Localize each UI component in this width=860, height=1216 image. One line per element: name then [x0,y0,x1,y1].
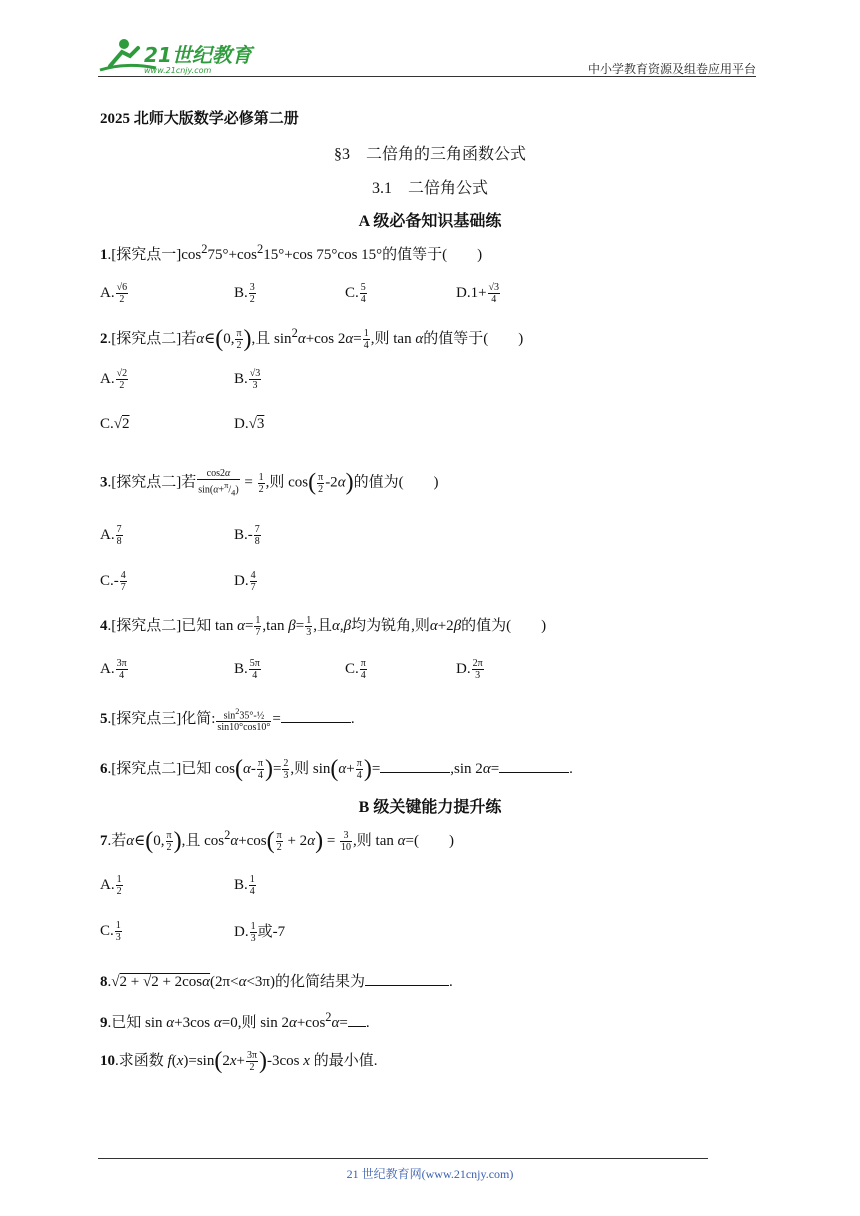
question-10: 10.求函数 f(x)=sin(2x+ $\frac{3\pi}{2}$ )-3cos x 的最小值. [100,1048,378,1074]
options-3ab [100,522,500,552]
options-1 [100,278,700,308]
level-a-heading: A 级必备知识基础练 [358,213,502,230]
option-3c[interactable]: C.- $\frac{4}{7}$ [100,570,126,593]
answer-blank-9[interactable] [348,1012,366,1027]
question-6: 6.[探究点二]已知 cos(α- $\frac{\pi}{4}$ )= $\frac{2}{3}$ ,则 sin(α+ $\frac{\pi}{4}$ )= ,sin 2α= . [100,756,573,782]
option-4a[interactable]: A. $\frac{3\pi}{4}$ [100,658,127,681]
answer-blank-8[interactable] [365,971,449,986]
option-7b[interactable]: B. $\frac{1}{4}$ [234,874,255,897]
options-2cd [100,416,500,440]
option-3a[interactable]: A. $\frac{7}{8}$ [100,524,122,547]
option-3d[interactable]: D. $\frac{4}{7}$ [234,570,256,593]
options-3cd [100,568,500,598]
question-1: 1.[探究点一]$\cos^275^\circ+\cos^215^\circ+\cos$ 75°cos 15°的值等于( ) [100,242,483,263]
question-4: 4.[探究点二]已知 tan α= $\frac{1}{7}$ ,tan β= $\frac{1}{3}$ ,且α,β均为锐角,则α+2β的值为( ) [100,615,547,639]
footer-divider [98,1158,708,1159]
option-2a[interactable]: A. $\frac{√2}{2}$ [100,368,128,391]
option-3b[interactable]: B.- $\frac{7}{8}$ [234,524,260,547]
option-1a[interactable]: A. $\frac{√6}{2}$ [100,282,128,305]
option-7d[interactable]: D. $\frac{1}{3}$ 或-7 [234,921,286,945]
question-3: 3.[探究点二]若 $\frac{\cos 2\alpha}{\sin(\alpha+^\pi/_4)}$ = $\frac{1}{2}$ ,则 cos( $\frac{\pi}{2}$ -2α)的值为( ) [100,468,439,498]
option-1d[interactable]: D.1+ $\frac{√3}{4}$ [456,282,500,305]
option-4c[interactable]: C. $\frac{\pi}{4}$ [345,658,366,681]
question-7: 7.若α∈(0, $\frac{\pi}{2}$ ),且 $\cos^2\alpha+\cos$( $\frac{\pi}{2}$ + 2α) = $\frac{3}{10}$ ,则 tan α=( ) [100,828,454,855]
header-divider [98,76,756,77]
option-2c[interactable]: C.√2 [100,416,130,432]
option-4d[interactable]: D. $\frac{2\pi}{3}$ [456,658,483,681]
answer-blank-5[interactable] [281,708,351,723]
option-2d[interactable]: D.√3 [234,416,265,432]
platform-name: 中小学教育资源及组卷应用平台 [587,62,756,76]
answer-blank-6b[interactable] [499,758,569,773]
subsection-title: 3.1 二倍角公式 [371,180,488,197]
option-1b[interactable]: B. $\frac{3}{2}$ [234,282,255,305]
question-2: 2.[探究点二]若α∈(0, $\frac{\pi}{2}$ ),且 $\sin^2\alpha+\cos$ 2α= $\frac{1}{4}$ ,则 tan α的值等于( ) [100,326,524,353]
options-2ab [100,366,500,396]
option-7c[interactable]: C. $\frac{1}{3}$ [100,920,121,943]
site-logo [96,36,256,76]
level-b-heading: B 级关键能力提升练 [358,799,502,816]
option-2b[interactable]: B. $\frac{√3}{3}$ [234,368,261,391]
book-title: 2025 北师大版数学必修第二册 [100,111,299,127]
option-1c[interactable]: C. $\frac{5}{4}$ [345,282,366,305]
answer-blank-6a[interactable] [380,758,450,773]
svg-text:www.21cnjy.com: www.21cnjy.com [144,66,212,75]
options-4 [100,656,700,686]
question-5: 5.[探究点三]化简: $\frac{\sin^235^\circ-\frac{1}{2}}{\sin 10^\circ\cos 10^\circ}$ = . [100,707,355,734]
option-4b[interactable]: B. $\frac{5\pi}{4}$ [234,658,260,681]
question-9: 9.已知 sin α+3cos α=0,则 $\sin 2\alpha+\cos^2\alpha=$ . [100,1010,370,1031]
svg-text:21世纪教育: 21世纪教育 [144,43,252,67]
section-title: §3 二倍角的三角函数公式 [333,146,526,163]
options-7ab [100,872,500,902]
option-7a[interactable]: A. $\frac{1}{2}$ [100,874,122,897]
options-7cd [100,918,500,948]
footer-link[interactable]: 21 世纪教育网(www.21cnjy.com) [346,1167,514,1181]
question-8: 8.√2 + √2 + 2cosα(2π<α<3π)的化简结果为 . [100,970,453,991]
